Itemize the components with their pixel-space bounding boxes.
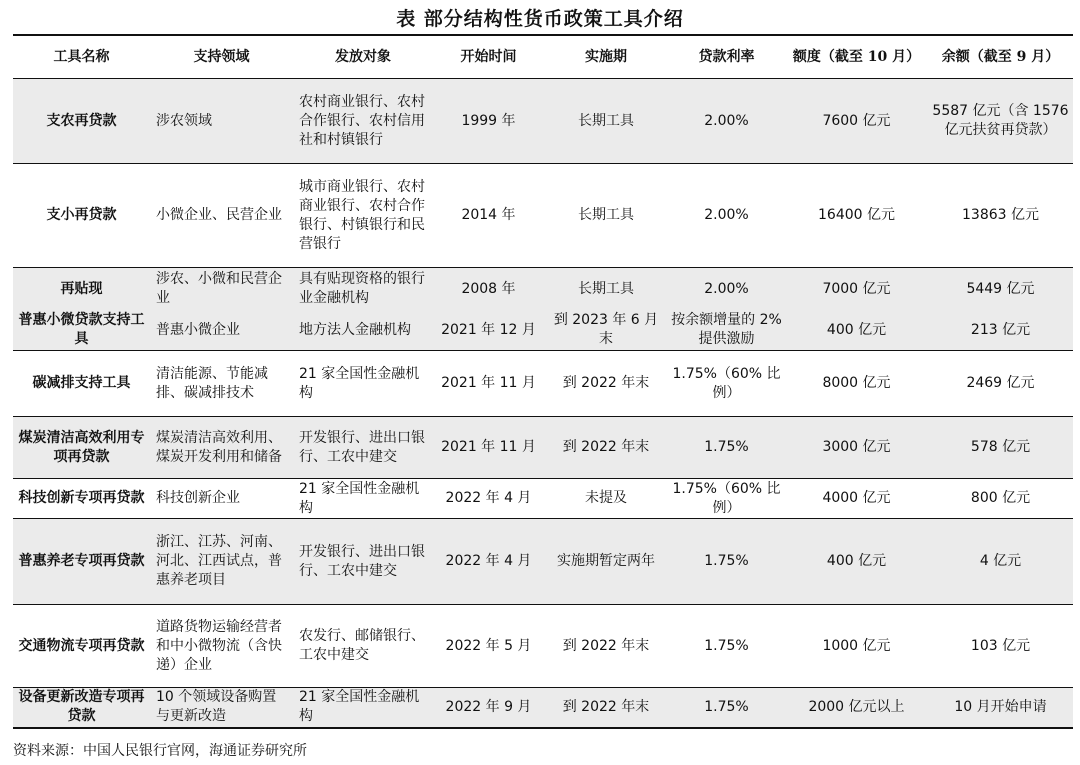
rate-cell: 1.75%（60% 比例） [668,479,785,519]
target-cell: 21 家全国性金融机构 [293,688,433,728]
table-row [13,605,1073,688]
header-cell: 开始时间 [433,36,544,79]
balance-cell: 13863 亿元 [928,164,1073,268]
quota-cell: 4000 亿元 [785,479,928,519]
header-cell: 支持领域 [150,36,293,79]
start-cell: 2021 年 11 月 [433,417,544,479]
period-cell: 到 2022 年末 [544,688,668,728]
target-cell: 城市商业银行、农村商业银行、农村合作银行、村镇银行和民营银行 [293,164,433,268]
table-title: 表 部分结构性货币政策工具介绍 [396,8,684,30]
period-cell: 实施期暂定两年 [544,519,668,605]
rate-cell: 按余额增量的 2%提供激励 [668,311,785,351]
target-cell: 地方法人金融机构 [293,311,433,351]
table-row [13,351,1073,417]
balance-cell: 103 亿元 [928,605,1073,688]
quota-cell: 16400 亿元 [785,164,928,268]
field-cell: 煤炭清洁高效利用、煤炭开发利用和储备 [150,417,293,479]
field-cell: 涉农、小微和民营企业 [150,268,293,311]
header-cell: 贷款利率 [668,36,785,79]
header-cell: 发放对象 [293,36,433,79]
start-cell: 2021 年 12 月 [433,311,544,351]
header-cell: 实施期 [544,36,668,79]
tool-name-cell: 支小再贷款 [13,164,150,268]
tool-name-cell: 普惠小微贷款支持工具 [13,311,150,351]
header-row [13,36,1073,79]
quota-cell: 400 亿元 [785,519,928,605]
balance-cell: 4 亿元 [928,519,1073,605]
target-cell: 21 家全国性金融机构 [293,351,433,417]
period-cell: 长期工具 [544,79,668,164]
quota-cell: 2000 亿元以上 [785,688,928,728]
balance-cell: 10 月开始申请 [928,688,1073,728]
table-row [13,688,1073,728]
tool-name-cell: 碳减排支持工具 [13,351,150,417]
rate-cell: 1.75% [668,519,785,605]
period-cell: 长期工具 [544,268,668,311]
rate-cell: 1.75% [668,688,785,728]
target-cell: 农发行、邮储银行、工农中建交 [293,605,433,688]
period-cell: 到 2022 年末 [544,605,668,688]
rate-cell: 2.00% [668,164,785,268]
tool-name-cell: 再贴现 [13,268,150,311]
header-cell: 余额（截至 9 月） [928,36,1073,79]
target-cell: 21 家全国性金融机构 [293,479,433,519]
tool-name-cell: 交通物流专项再贷款 [13,605,150,688]
start-cell: 2022 年 4 月 [433,479,544,519]
balance-cell: 2469 亿元 [928,351,1073,417]
period-cell: 到 2023 年 6 月末 [544,311,668,351]
tool-name-cell: 普惠养老专项再贷款 [13,519,150,605]
target-cell: 农村商业银行、农村合作银行、农村信用社和村镇银行 [293,79,433,164]
field-cell: 道路货物运输经营者和中小微物流（含快递）企业 [150,605,293,688]
target-cell: 开发银行、进出口银行、工农中建交 [293,417,433,479]
table-row [13,79,1073,164]
start-cell: 2022 年 9 月 [433,688,544,728]
start-cell: 2021 年 11 月 [433,351,544,417]
table-row [13,311,1073,351]
balance-cell: 5449 亿元 [928,268,1073,311]
field-cell: 科技创新企业 [150,479,293,519]
source-note: 资料来源：中国人民银行官网，海通证券研究所 [13,743,307,759]
period-cell: 到 2022 年末 [544,417,668,479]
rate-cell: 2.00% [668,79,785,164]
period-cell: 长期工具 [544,164,668,268]
table-row [13,479,1073,519]
start-cell: 2022 年 5 月 [433,605,544,688]
target-cell: 具有贴现资格的银行业金融机构 [293,268,433,311]
field-cell: 小微企业、民营企业 [150,164,293,268]
rate-cell: 1.75% [668,417,785,479]
table-row [13,417,1073,479]
field-cell: 浙江、江苏、河南、河北、江西试点，普惠养老项目 [150,519,293,605]
table-row [13,519,1073,605]
rate-cell: 1.75%（60% 比例） [668,351,785,417]
field-cell: 涉农领域 [150,79,293,164]
target-cell: 开发银行、进出口银行、工农中建交 [293,519,433,605]
balance-cell: 800 亿元 [928,479,1073,519]
start-cell: 2022 年 4 月 [433,519,544,605]
tool-name-cell: 煤炭清洁高效利用专项再贷款 [13,417,150,479]
period-cell: 未提及 [544,479,668,519]
quota-cell: 1000 亿元 [785,605,928,688]
quota-cell: 8000 亿元 [785,351,928,417]
header-cell: 工具名称 [13,36,150,79]
table-row [13,164,1073,268]
header-cell: 额度（截至 10 月） [785,36,928,79]
tool-name-cell: 支农再贷款 [13,79,150,164]
quota-cell: 3000 亿元 [785,417,928,479]
balance-cell: 213 亿元 [928,311,1073,351]
quota-cell: 400 亿元 [785,311,928,351]
field-cell: 10 个领域设备购置与更新改造 [150,688,293,728]
quota-cell: 7000 亿元 [785,268,928,311]
quota-cell: 7600 亿元 [785,79,928,164]
rate-cell: 1.75% [668,605,785,688]
tool-name-cell: 设备更新改造专项再贷款 [13,688,150,728]
field-cell: 普惠小微企业 [150,311,293,351]
start-cell: 2014 年 [433,164,544,268]
balance-cell: 5587 亿元（含 1576 亿元扶贫再贷款） [928,79,1073,164]
tool-name-cell: 科技创新专项再贷款 [13,479,150,519]
balance-cell: 578 亿元 [928,417,1073,479]
start-cell: 2008 年 [433,268,544,311]
period-cell: 到 2022 年末 [544,351,668,417]
policy-tools-table [13,36,1073,729]
start-cell: 1999 年 [433,79,544,164]
field-cell: 清洁能源、节能减排、碳减排技术 [150,351,293,417]
table-row [13,268,1073,311]
rate-cell: 2.00% [668,268,785,311]
